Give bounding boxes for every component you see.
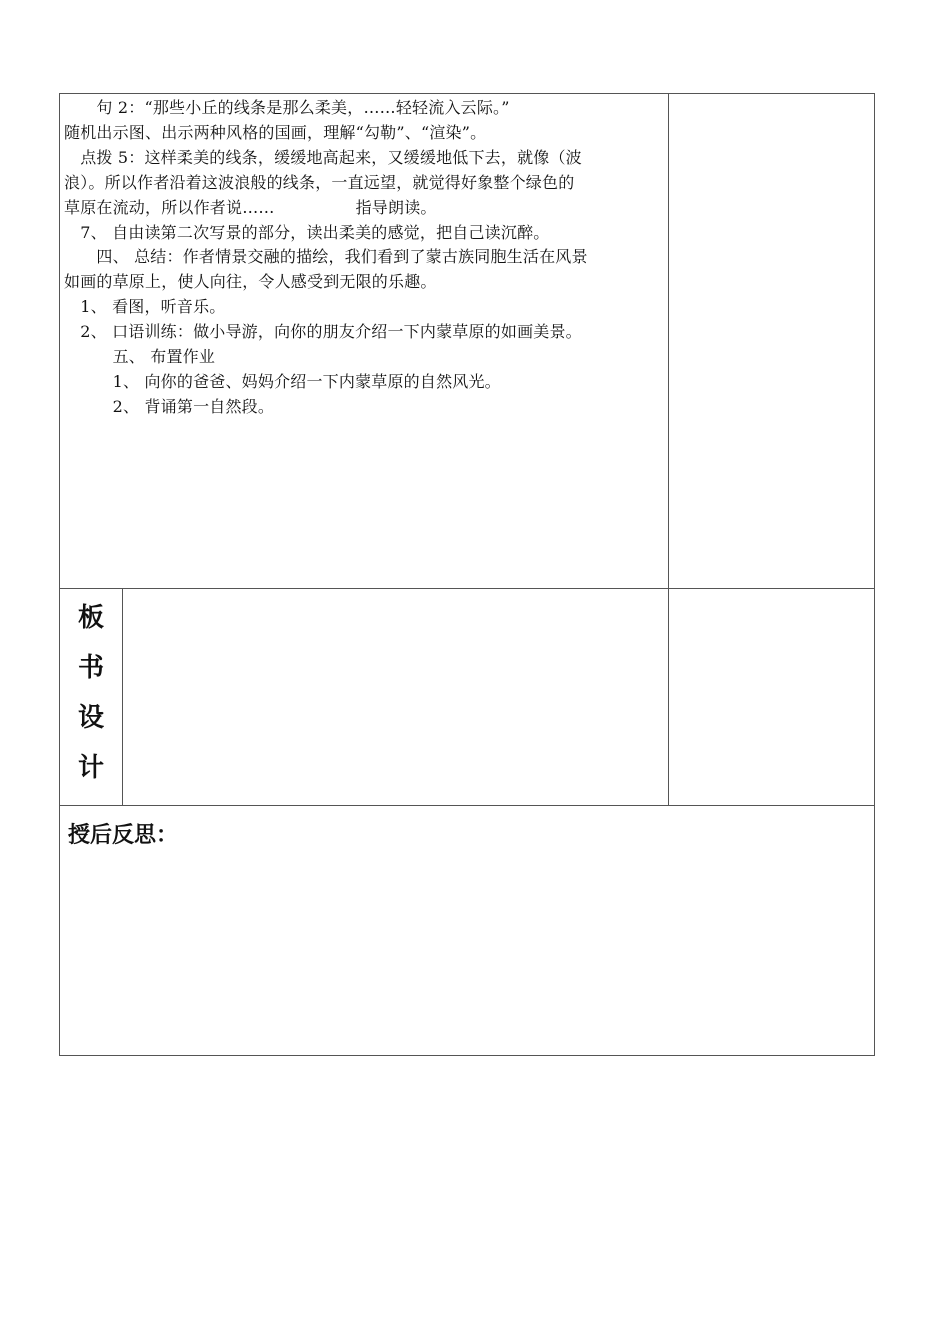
board-design-char: 计	[77, 753, 104, 783]
body-line: 1、 看图，听音乐。	[64, 297, 226, 316]
body-line: 草原在流动，所以作者说…… 指导朗读。	[64, 198, 437, 217]
body-line: 五、 布置作业	[64, 347, 216, 366]
column-divider-notes	[668, 93, 669, 806]
table-border-left	[59, 93, 60, 1056]
row-divider-2	[59, 805, 875, 806]
table-border-bottom	[59, 1055, 875, 1056]
body-line: 2、 口语训练：做小导游，向你的朋友介绍一下内蒙草原的如画美景。	[64, 322, 582, 341]
body-line: 2、 背诵第一自然段。	[64, 397, 275, 416]
body-line: 四、 总结：作者情景交融的描绘，我们看到了蒙古族同胞生活在风景	[64, 247, 588, 266]
body-line: 1、 向你的爸爸、妈妈介绍一下内蒙草原的自然风光。	[64, 372, 501, 391]
table-border-top	[59, 93, 875, 94]
reflection-heading: 授后反思：	[68, 823, 179, 848]
column-divider-label	[122, 588, 123, 806]
body-line: 句 2：“那些小丘的线条是那么柔美，……轻轻流入云际。”	[64, 98, 510, 117]
body-line: 如画的草原上，使人向往，令人感受到无限的乐趣。	[64, 272, 437, 291]
row-divider-1	[59, 588, 875, 589]
board-design-char: 板	[77, 603, 104, 633]
body-line: 7、 自由读第二次写景的部分，读出柔美的感觉，把自己读沉醉。	[64, 223, 550, 242]
table-border-right	[874, 93, 875, 1056]
body-line: 随机出示图、出示两种风格的国画，理解“勾勒”、“渲染”。	[64, 123, 487, 142]
board-design-char: 设	[77, 703, 104, 733]
body-line: 浪）。所以作者沿着这波浪般的线条，一直远望，就觉得好象整个绿色的	[64, 173, 575, 192]
body-line: 点拨 5：这样柔美的线条，缓缓地高起来，又缓缓地低下去，就像（波	[64, 148, 582, 167]
board-design-char: 书	[77, 653, 104, 683]
